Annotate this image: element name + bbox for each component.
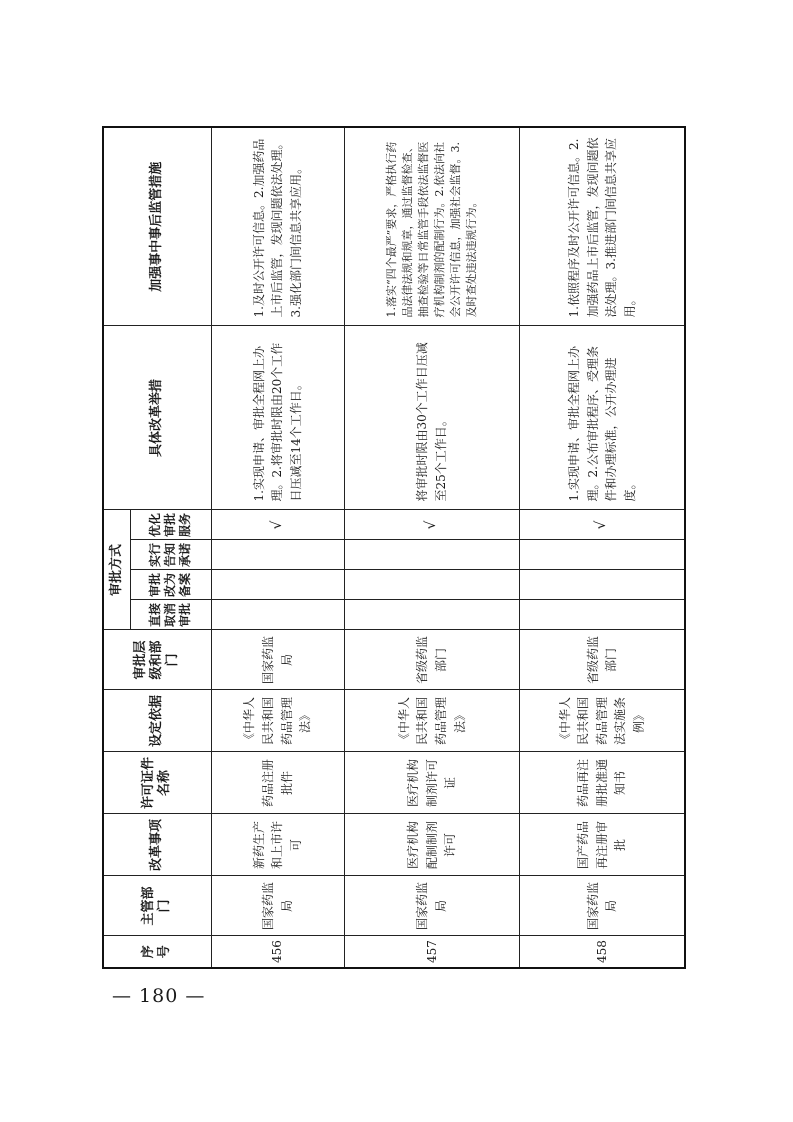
check-optimize: √: [211, 510, 344, 540]
header-row: [103, 127, 131, 968]
check-optimize: √: [344, 510, 520, 540]
cell-level: 国家药监局: [211, 630, 344, 690]
table-row: [211, 127, 344, 968]
header-basis: 设定依据: [103, 690, 211, 752]
cell-reform: 1.实现申请、审批全程网上办理。2.公布审批程序、受理条件和办理标准，公开办理进度。: [520, 326, 685, 510]
subheader-filing: 审批改为备案: [131, 570, 212, 600]
header-level: 审批层级和部门: [103, 630, 211, 690]
table-row: [344, 127, 520, 968]
header-supervision: 加强事中事后监管措施: [103, 127, 211, 326]
cell-level: 省级药监部门: [344, 630, 520, 690]
cell-basis: 《中华人民共和国药品管理法》: [211, 690, 344, 752]
rotated-table-page: [102, 128, 686, 969]
header-dept: 主管部门: [103, 876, 211, 936]
cell-license: 药品注册批件: [211, 752, 344, 814]
cell-basis: 《中华人民共和国药品管理法》: [344, 690, 520, 752]
cell-no: 458: [520, 936, 685, 968]
table-row: [520, 127, 685, 968]
cell-item: 国产药品再注册审批: [520, 814, 685, 876]
cell-supervision: 1.及时公开许可信息。2.加强药品上市后监管，发现问题依法处理。3.强化部门间信息共享应用。: [211, 127, 344, 326]
cell-no: 457: [344, 936, 520, 968]
cell-dept: 国家药监局: [520, 876, 685, 936]
check-cancel: [211, 600, 344, 630]
cell-no: 456: [211, 936, 344, 968]
cell-reform: 1.实现申请、审批全程网上办理。2.将审批时限由20个工作日压减至14个工作日。: [211, 326, 344, 510]
cell-item: 医疗机构配制制剂许可: [344, 814, 520, 876]
cell-dept: 国家药监局: [344, 876, 520, 936]
header-approach: 审批方式: [103, 510, 131, 630]
cell-license: 药品再注册批准通知书: [520, 752, 685, 814]
reform-table: [102, 126, 686, 969]
cell-supervision: 1.依照程序及时公开许可信息。2.加强药品上市后监管，发现问题依法处理。3.推进部门间信息共享应用。: [520, 127, 685, 326]
subheader-optimize: 优化审批服务: [131, 510, 212, 540]
cell-basis: 《中华人民共和国药品管理法实施条例》: [520, 690, 685, 752]
cell-supervision: 1.落实“四个最严”要求，严格执行药品法律法规和规章，通过监督检查、抽查检验等日常监管手段依法监督医疗机构制剂的配制行为。2.依法向社会公开许可信息，加强社会监督。3.及时查处违法违规行为。: [344, 127, 520, 326]
cell-item: 新药生产和上市许可: [211, 814, 344, 876]
check-cancel: [520, 600, 685, 630]
cell-level: 省级药监部门: [520, 630, 685, 690]
cell-license: 医疗机构制剂许可证: [344, 752, 520, 814]
subheader-notification: 实行告知承诺: [131, 540, 212, 570]
check-filing: [211, 570, 344, 600]
check-filing: [520, 570, 685, 600]
check-notification: [520, 540, 685, 570]
subheader-cancel: 直接取消审批: [131, 600, 212, 630]
header-license: 许可证件名称: [103, 752, 211, 814]
check-cancel: [344, 600, 520, 630]
header-reform: 具体改革举措: [103, 326, 211, 510]
check-optimize: √: [520, 510, 685, 540]
check-filing: [344, 570, 520, 600]
check-notification: [344, 540, 520, 570]
header-no: 序号: [103, 936, 211, 968]
header-item: 改革事项: [103, 814, 211, 876]
cell-reform: 将审批时限由30个工作日压减至25个工作日。: [344, 326, 520, 510]
check-notification: [211, 540, 344, 570]
page-number: — 180 —: [112, 985, 206, 1007]
cell-dept: 国家药监局: [211, 876, 344, 936]
